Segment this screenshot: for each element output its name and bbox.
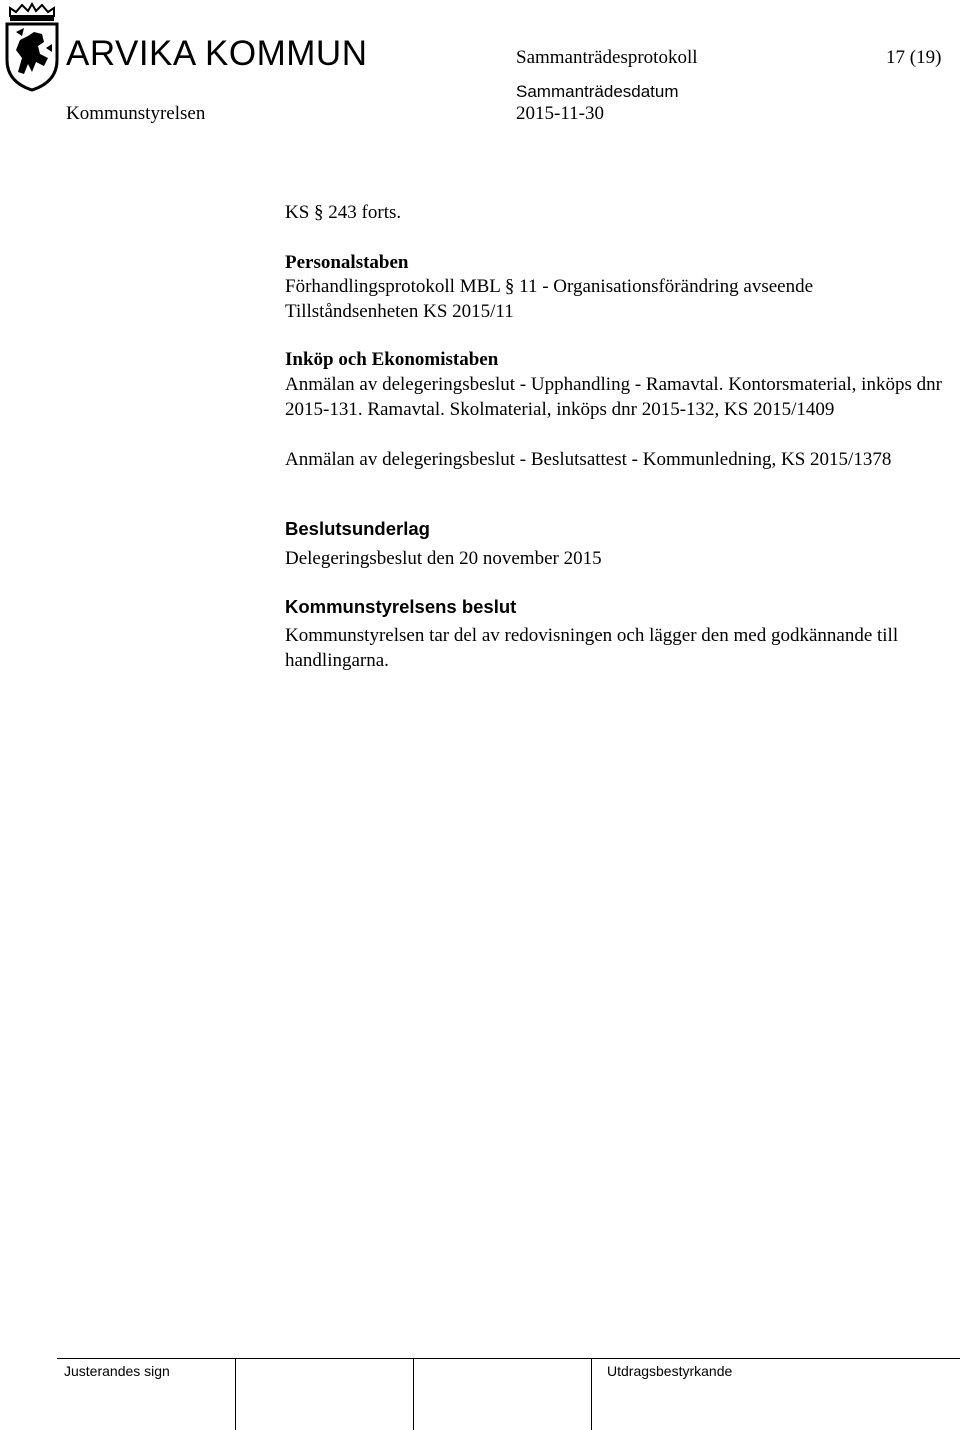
meeting-date-label: Sammanträdesdatum (516, 82, 679, 101)
coat-of-arms-logo (2, 2, 62, 92)
document-type: Sammanträdesprotokoll (516, 47, 698, 68)
footer-divider-2 (413, 1358, 414, 1430)
beslutsunderlag-text: Delegeringsbeslut den 20 november 2015 (285, 548, 602, 569)
beslutsunderlag-heading: Beslutsunderlag (285, 518, 430, 539)
beslut-heading: Kommunstyrelsens beslut (285, 596, 517, 617)
committee-name: Kommunstyrelsen (66, 103, 206, 124)
utdragsbestyrkande-label: Utdragsbestyrkande (607, 1363, 733, 1379)
section-text-personalstaben: Förhandlingsprotokoll MBL § 11 - Organisationsförändring avseende Tillståndsenheten KS 2015/11 (285, 276, 814, 322)
footer-divider-1 (235, 1358, 236, 1430)
justerandes-sign-label: Justerandes sign (64, 1363, 170, 1379)
reference-line: KS § 243 forts. (285, 202, 402, 223)
section-text-inkop-2: Anmälan av delegeringsbeslut - Beslutsattest - Kommunledning, KS 2015/1378 (285, 449, 892, 470)
beslut-text: Kommunstyrelsen tar del av redovisningen och lägger den med godkännande till handlingarna. (285, 625, 899, 671)
section-heading-personalstaben: Personalstaben (285, 252, 409, 273)
section-text-inkop-1: Anmälan av delegeringsbeslut - Upphandling - Ramavtal. Kontorsmaterial, inköps dnr 2015-131. Ramavtal. Skolmaterial, inköps dnr 2015-132, KS 2015/1409 (285, 374, 942, 420)
page-number: 17 (19) (886, 47, 942, 68)
section-heading-inkop: Inköp och Ekonomistaben (285, 349, 499, 370)
footer-top-rule (57, 1358, 960, 1359)
meeting-date: 2015-11-30 (516, 103, 604, 124)
coat-of-arms-icon (2, 2, 62, 92)
organization-wordmark: ARVIKA KOMMUN (66, 34, 368, 73)
footer-divider-3 (591, 1358, 592, 1430)
